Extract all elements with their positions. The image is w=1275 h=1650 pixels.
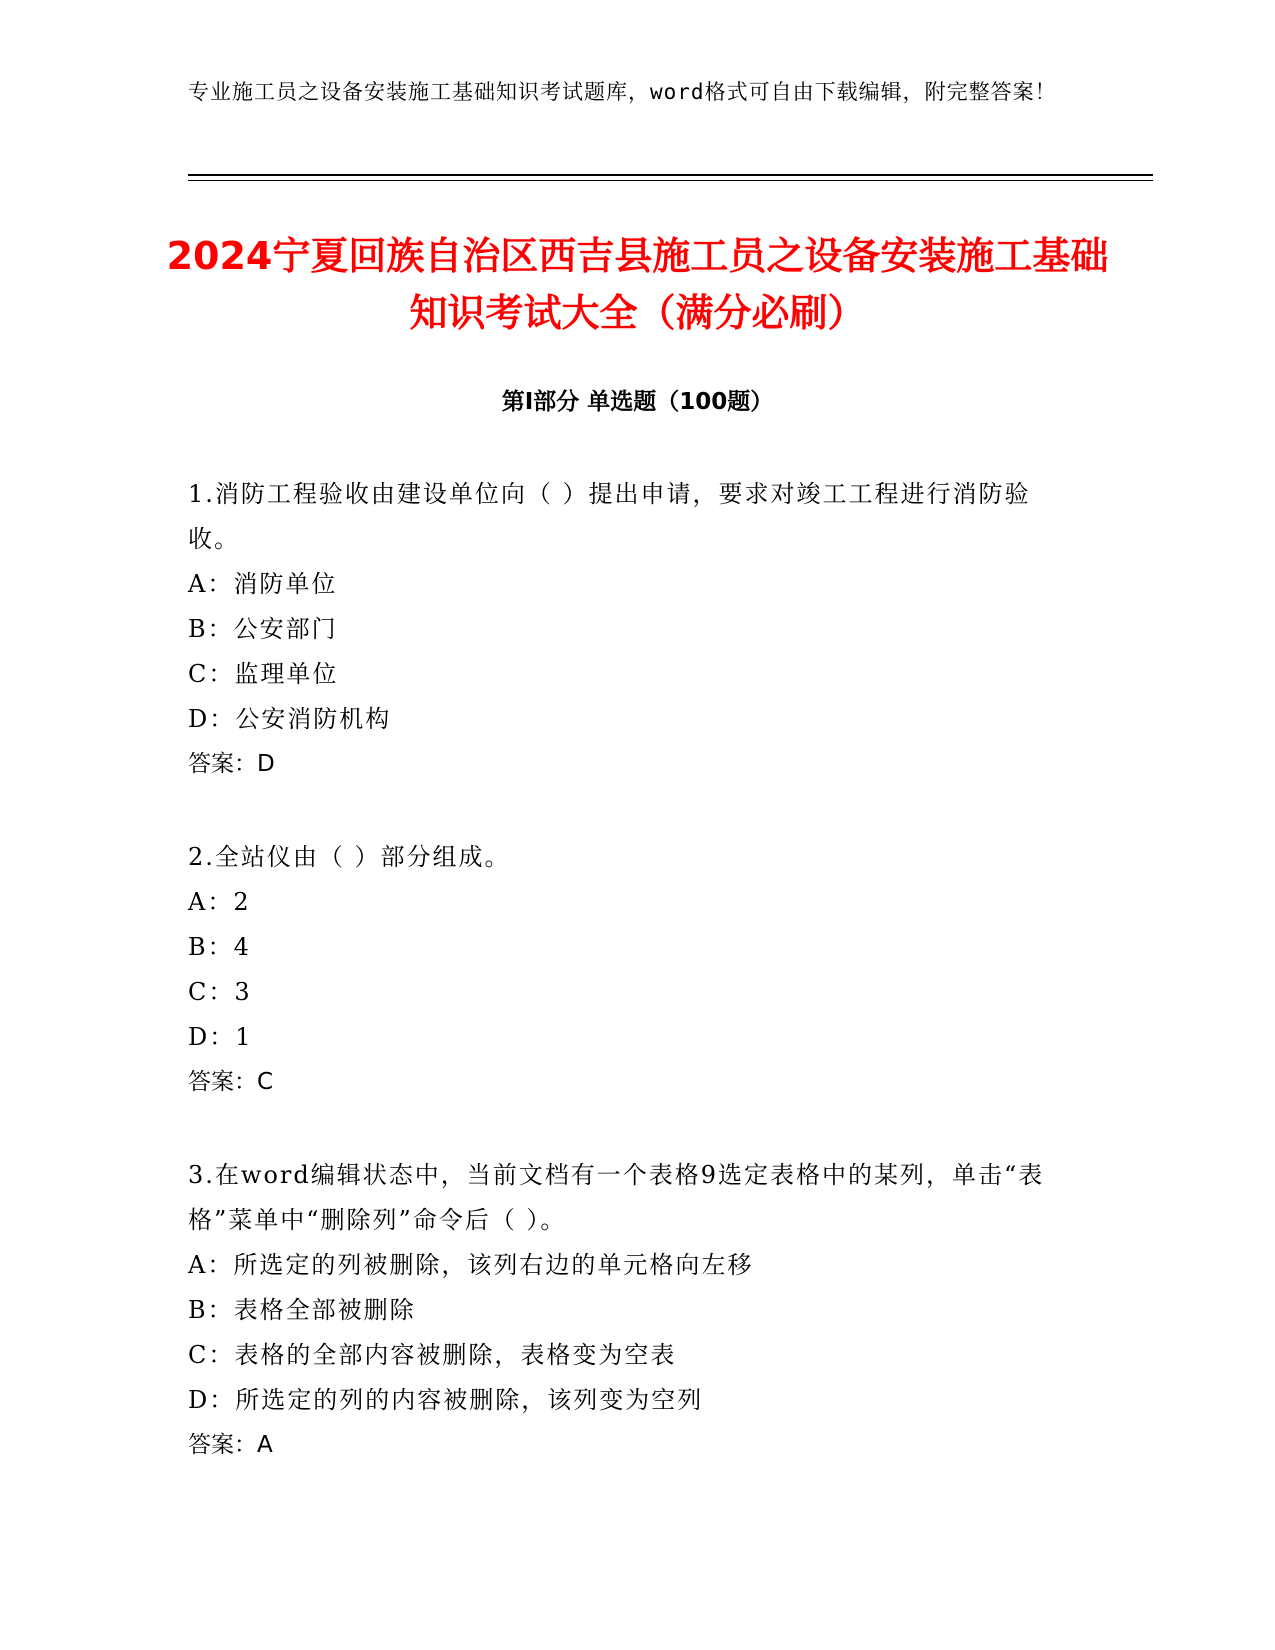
question-3 (188, 1153, 1068, 1468)
option-b: B：表格全部被删除 (188, 1296, 416, 1324)
header-divider-thin (188, 180, 1153, 181)
section-heading: 第Ⅰ部分 单选题（100题） (501, 389, 774, 415)
question-stem: 3.在word编辑状态中，当前文档有一个表格9选定表格中的某列，单击“表格”菜单中“删除列”命令后（ ）。 (188, 1161, 1045, 1234)
document-title: 2024宁夏回族自治区西吉县施工员之设备安装施工基础知识考试大全（满分必刷） (166, 234, 1109, 335)
option-d: D：公安消防机构 (188, 705, 392, 733)
option-a: A：所选定的列被删除，该列右边的单元格向左移 (188, 1251, 754, 1279)
option-d: D：1 (188, 1023, 253, 1051)
question-2 (188, 835, 1068, 1105)
option-c: C：表格的全部内容被删除，表格变为空表 (188, 1341, 677, 1369)
option-a: A：2 (188, 888, 251, 916)
option-b: B：公安部门 (188, 615, 338, 643)
option-b: B：4 (188, 933, 251, 961)
option-a: A：消防单位 (188, 570, 338, 598)
answer: 答案：A (188, 1432, 273, 1458)
header-divider (188, 174, 1153, 176)
option-d: D：所选定的列的内容被删除，该列变为空列 (188, 1386, 704, 1414)
option-c: C：监理单位 (188, 660, 339, 688)
header-note: 专业施工员之设备安装施工基础知识考试题库，word格式可自由下载编辑，附完整答案！ (188, 80, 1057, 104)
answer: 答案：D (188, 751, 275, 777)
question-stem: 1.消防工程验收由建设单位向（ ）提出申请，要求对竣工工程进行消防验收。 (188, 480, 1031, 553)
option-c: C：3 (188, 978, 252, 1006)
question-stem: 2.全站仪由（ ）部分组成。 (188, 843, 511, 871)
answer: 答案：C (188, 1069, 274, 1095)
question-1 (188, 472, 1068, 787)
